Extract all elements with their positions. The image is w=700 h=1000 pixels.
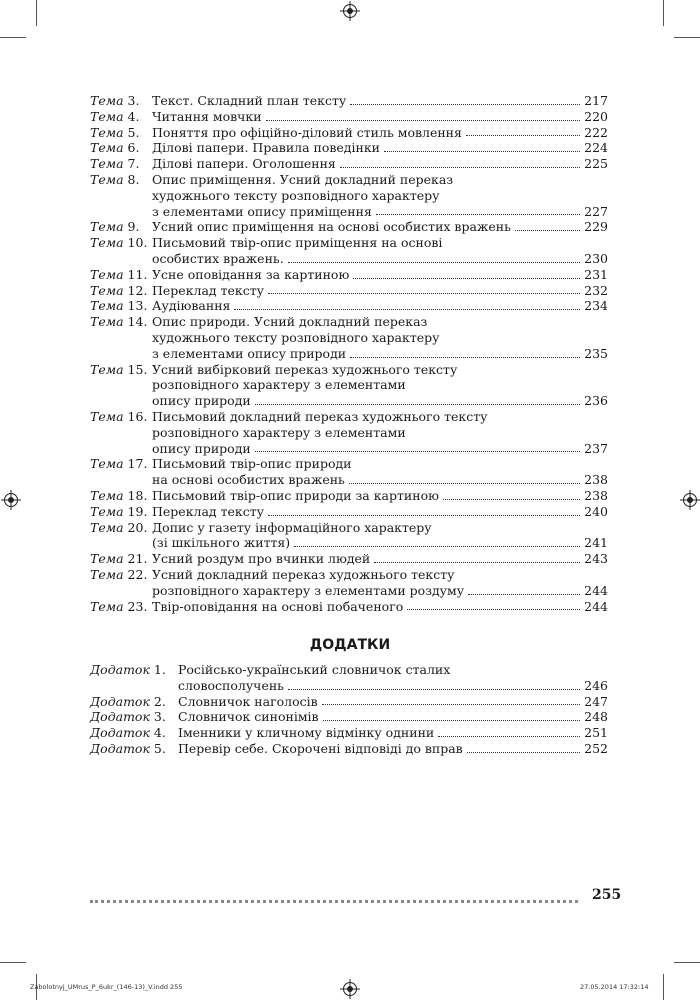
slug-date: 27.05.2014 17:32:14	[580, 983, 649, 991]
entry-number: 1.	[153, 662, 166, 677]
entry-line	[152, 125, 608, 141]
entry-label-word: Тема	[90, 282, 124, 298]
registration-mark-top	[343, 4, 357, 18]
toc-entry	[90, 283, 608, 299]
entry-line	[152, 140, 608, 156]
dot-leader	[288, 262, 580, 263]
toc-entry	[90, 520, 608, 552]
toc-entry	[90, 599, 608, 615]
entry-label	[90, 267, 147, 283]
toc-entry	[90, 267, 608, 283]
entry-line	[152, 188, 608, 204]
entry-label-word: Додаток	[90, 740, 150, 756]
entry-text: Поняття про офіційно-діловий стиль мовлення	[152, 124, 462, 140]
entry-page-number: 247	[584, 693, 608, 709]
dot-leader	[268, 515, 580, 516]
entry-line	[178, 741, 608, 757]
dot-leader	[266, 120, 581, 121]
entry-label	[90, 219, 139, 235]
dot-leader	[350, 357, 580, 358]
entry-label-word: Додаток	[90, 709, 150, 725]
entry-label-word: Тема	[90, 566, 124, 582]
crop-mark-top-left	[0, 37, 26, 38]
entry-line	[152, 504, 608, 520]
entry-text: Ділові папери. Оголошення	[152, 156, 336, 172]
toc-entry	[90, 662, 608, 694]
entry-number: 7.	[127, 156, 140, 172]
entry-line	[178, 662, 608, 678]
entry-number: 10.	[127, 235, 148, 251]
dot-leader	[468, 594, 580, 595]
entry-number: 4.	[127, 108, 140, 124]
entry-number: 20.	[127, 519, 148, 535]
entry-line	[152, 346, 608, 362]
dot-leader	[234, 309, 580, 310]
dot-leader	[255, 451, 580, 452]
entry-number: 14.	[127, 314, 148, 330]
entry-line	[152, 156, 608, 172]
page-number: 255	[592, 887, 622, 903]
toc-entry	[90, 314, 608, 361]
entry-page-number: 230	[584, 250, 608, 266]
dot-leader	[349, 483, 580, 484]
entry-label-word: Додаток	[90, 662, 150, 677]
dot-leader	[374, 562, 580, 563]
entry-page-number: 237	[584, 440, 608, 456]
entry-line	[178, 725, 608, 741]
toc-entry	[90, 551, 608, 567]
entry-page-number: 222	[584, 124, 608, 140]
entry-text: Ділові папери. Правила поведінки	[152, 140, 380, 156]
entry-label-word: Тема	[90, 551, 124, 567]
entry-number: 5.	[153, 740, 166, 756]
entry-label-word: Тема	[90, 156, 124, 172]
entry-label-word: Тема	[90, 487, 124, 503]
entry-label	[90, 551, 147, 567]
dot-leader	[288, 689, 580, 690]
entry-page-number: 217	[584, 93, 608, 108]
entry-line	[152, 267, 608, 283]
entry-line	[152, 377, 608, 393]
entry-line	[152, 204, 608, 220]
entry-page-number: 243	[584, 551, 608, 567]
entry-label	[90, 156, 139, 172]
entry-label	[90, 662, 166, 678]
entry-label-word: Тема	[90, 456, 124, 472]
entry-page-number: 244	[584, 582, 608, 598]
entry-label-word: Додаток	[90, 725, 150, 741]
footer-dot-rule	[90, 900, 578, 903]
entry-number: 9.	[127, 219, 140, 235]
entry-text: Російсько-український словничок сталих	[178, 662, 451, 677]
entry-label	[90, 488, 147, 504]
entry-number: 15.	[127, 361, 148, 377]
dot-leader	[467, 752, 580, 753]
entry-text: опису природи	[152, 440, 251, 456]
entry-line	[152, 283, 608, 299]
entry-label-word: Тема	[90, 519, 124, 535]
entry-label-word: Тема	[90, 108, 124, 124]
entry-label-word: Тема	[90, 598, 124, 614]
entry-number: 23.	[127, 598, 148, 614]
entry-label-word: Додаток	[90, 693, 150, 709]
crop-mark-bottom-left	[0, 962, 26, 963]
entry-line	[152, 219, 608, 235]
crop-mark-bottom-right-v	[663, 974, 664, 1000]
entry-text: Текст. Складний план тексту	[152, 93, 347, 108]
toc-entry	[90, 362, 608, 409]
entry-label-word: Тема	[90, 124, 124, 140]
dot-leader	[340, 167, 580, 168]
table-of-contents	[90, 93, 608, 614]
entry-page-number: 238	[584, 487, 608, 503]
entry-label-word: Тема	[90, 361, 124, 377]
entry-number: 11.	[127, 266, 148, 282]
entry-label	[90, 567, 147, 583]
entry-line	[152, 251, 608, 267]
entry-number: 2.	[153, 693, 166, 709]
entry-page-number: 244	[584, 598, 608, 614]
appendix-title: ДОДАТКИ	[309, 637, 391, 653]
entry-label-word: Тема	[90, 314, 124, 330]
entry-page-number: 252	[584, 740, 608, 756]
entry-line	[152, 314, 608, 330]
toc-entry	[90, 93, 608, 109]
entry-number: 3.	[127, 93, 140, 108]
crop-mark-top-right-v	[663, 0, 664, 26]
entry-text: Допис у газету інформаційного характеру	[152, 519, 432, 535]
crop-mark-bottom-right	[674, 962, 700, 963]
entry-label	[90, 709, 166, 725]
entry-page-number: 229	[584, 219, 608, 235]
slug-filename: Zabolotnyj_UMrus_P_6ukr_(146-13)_V.indd 255	[30, 983, 183, 991]
toc-entry	[90, 409, 608, 456]
toc-entry	[90, 172, 608, 219]
entry-text: з елементами опису приміщення	[152, 203, 372, 219]
toc-entry	[90, 725, 608, 741]
entry-page-number: 241	[584, 535, 608, 551]
crop-mark-top-right	[674, 37, 700, 38]
entry-text: Усний роздум про вчинки людей	[152, 551, 371, 567]
entry-label	[90, 140, 139, 156]
entry-text: Усне оповідання за картиною	[152, 266, 350, 282]
entry-line	[178, 709, 608, 725]
entry-label-word: Тема	[90, 298, 124, 314]
entry-label-word: Тема	[90, 93, 124, 108]
entry-text: (зі шкільного життя)	[152, 535, 291, 551]
entry-text: Опис приміщення. Усний докладний переказ	[152, 171, 454, 187]
entry-page-number: 251	[584, 725, 608, 741]
dot-leader	[268, 293, 580, 294]
entry-text: Переклад тексту	[152, 282, 264, 298]
entry-label	[90, 362, 147, 378]
dot-leader	[294, 546, 580, 547]
toc-entry	[90, 567, 608, 599]
entry-number: 21.	[127, 551, 148, 567]
dot-leader	[466, 135, 580, 136]
entry-line	[152, 93, 608, 109]
entry-line	[152, 298, 608, 314]
entry-label	[90, 298, 147, 314]
entry-page-number: 240	[584, 503, 608, 519]
entry-page-number: 235	[584, 345, 608, 361]
entry-line	[152, 520, 608, 536]
entry-label	[90, 283, 147, 299]
dot-leader	[384, 151, 580, 152]
entry-text: Аудіювання	[152, 298, 231, 314]
entry-number: 19.	[127, 503, 148, 519]
dot-leader	[255, 404, 580, 405]
entry-label	[90, 109, 139, 125]
entry-label-word: Тема	[90, 235, 124, 251]
entry-text: словосполучень	[178, 677, 284, 693]
toc-entry	[90, 156, 608, 172]
entry-label-word: Тема	[90, 266, 124, 282]
entry-label	[90, 93, 139, 109]
entry-text: Письмовий твір-опис природи за картиною	[152, 487, 439, 503]
toc-entry	[90, 235, 608, 267]
entry-label	[90, 725, 166, 741]
entry-label	[90, 409, 147, 425]
entry-text: розповідного характеру з елементами	[152, 424, 406, 440]
entry-number: 5.	[127, 124, 140, 140]
entry-text: Усний вибірковий переказ художнього тексту	[152, 361, 458, 377]
toc-entry	[90, 741, 608, 757]
entry-text: Читання мовчки	[152, 108, 262, 124]
entry-line	[152, 599, 608, 615]
entry-line	[178, 694, 608, 710]
entry-line	[152, 472, 608, 488]
entry-line	[152, 583, 608, 599]
entry-label	[90, 235, 147, 251]
entry-line	[152, 425, 608, 441]
toc-entry	[90, 125, 608, 141]
entry-line	[152, 393, 608, 409]
entry-line	[152, 456, 608, 472]
entry-text: художнього тексту розповідного характеру	[152, 187, 440, 203]
entry-text: Іменники у кличному відмінку однини	[178, 725, 435, 741]
entry-text: Перевір себе. Скорочені відповіді до вправ	[178, 740, 463, 756]
dot-leader	[353, 278, 580, 279]
dot-leader	[438, 736, 580, 737]
entry-label	[90, 456, 147, 472]
toc-entry	[90, 504, 608, 520]
entry-number: 17.	[127, 456, 148, 472]
entry-label	[90, 314, 147, 330]
entry-text: Твір-оповідання на основі побаченого	[152, 598, 404, 614]
entry-label-word: Тема	[90, 140, 124, 156]
dot-leader	[515, 230, 580, 231]
entry-line	[152, 409, 608, 425]
entry-number: 4.	[153, 725, 166, 741]
entry-page-number: 225	[584, 156, 608, 172]
entry-text: Переклад тексту	[152, 503, 264, 519]
entry-text: Опис природи. Усний докладний переказ	[152, 314, 428, 330]
entry-number: 12.	[127, 282, 148, 298]
entry-label-word: Тема	[90, 503, 124, 519]
entry-text: Письмовий докладний переказ художнього тексту	[152, 408, 488, 424]
entry-line	[152, 567, 608, 583]
entry-text: Словничок наголосів	[178, 693, 318, 709]
toc-entry	[90, 109, 608, 125]
entry-page-number: 227	[584, 203, 608, 219]
entry-text: Усний опис приміщення на основі особистих вражень	[152, 219, 511, 235]
entry-text: розповідного характеру з елементами роздуму	[152, 582, 465, 598]
entry-label	[90, 599, 147, 615]
entry-line	[152, 551, 608, 567]
entry-text: Усний докладний переказ художнього тексту	[152, 566, 455, 582]
entry-text: особистих вражень.	[152, 250, 284, 266]
entry-text: розповідного характеру з елементами	[152, 377, 406, 393]
entry-line	[152, 441, 608, 457]
entry-number: 18.	[127, 487, 148, 503]
entry-page-number: 224	[584, 140, 608, 156]
entry-label-word: Тема	[90, 219, 124, 235]
entry-page-number: 236	[584, 393, 608, 409]
entry-text: опису природи	[152, 393, 251, 409]
entry-text: Письмовий твір-опис природи	[152, 456, 352, 472]
entry-number: 22.	[127, 566, 148, 582]
entry-line	[152, 235, 608, 251]
dot-leader	[443, 499, 580, 500]
entry-page-number: 246	[584, 677, 608, 693]
entry-page-number: 248	[584, 709, 608, 725]
entry-page-number: 220	[584, 108, 608, 124]
entry-page-number: 231	[584, 266, 608, 282]
toc-entry	[90, 140, 608, 156]
entry-label-word: Тема	[90, 408, 124, 424]
entry-number: 6.	[127, 140, 140, 156]
registration-mark-left	[4, 493, 18, 507]
registration-mark-bottom	[343, 982, 357, 996]
entry-label	[90, 520, 147, 536]
entry-page-number: 234	[584, 298, 608, 314]
entry-label	[90, 694, 166, 710]
toc-entry	[90, 488, 608, 504]
entry-label	[90, 172, 139, 188]
dot-leader	[350, 104, 580, 105]
dot-leader	[322, 704, 580, 705]
entry-label	[90, 741, 166, 757]
entry-line	[152, 109, 608, 125]
entry-line	[152, 535, 608, 551]
toc-entry	[90, 694, 608, 710]
toc-entry	[90, 298, 608, 314]
entry-line	[152, 362, 608, 378]
entry-text: Письмовий твір-опис приміщення на основі	[152, 235, 443, 251]
entry-line	[152, 172, 608, 188]
dot-leader	[323, 720, 581, 721]
entry-text: з елементами опису природи	[152, 345, 347, 361]
entry-label	[90, 504, 147, 520]
crop-mark-top-left-v	[36, 0, 37, 26]
entry-text: художнього тексту розповідного характеру	[152, 329, 440, 345]
entry-label	[90, 125, 139, 141]
entry-page-number: 232	[584, 282, 608, 298]
toc-entry	[90, 456, 608, 488]
registration-mark-right	[683, 493, 697, 507]
appendix-list	[90, 662, 608, 757]
entry-line	[178, 678, 608, 694]
entry-text: на основі особистих вражень	[152, 472, 345, 488]
entry-line	[152, 488, 608, 504]
entry-page-number: 238	[584, 472, 608, 488]
entry-line	[152, 330, 608, 346]
entry-number: 3.	[153, 709, 166, 725]
entry-label-word: Тема	[90, 171, 124, 187]
entry-number: 16.	[127, 408, 148, 424]
entry-number: 8.	[127, 171, 140, 187]
entry-text: Словничок синонімів	[178, 709, 319, 725]
entry-number: 13.	[127, 298, 148, 314]
dot-leader	[376, 214, 580, 215]
toc-entry	[90, 219, 608, 235]
dot-leader	[407, 609, 580, 610]
toc-entry	[90, 709, 608, 725]
